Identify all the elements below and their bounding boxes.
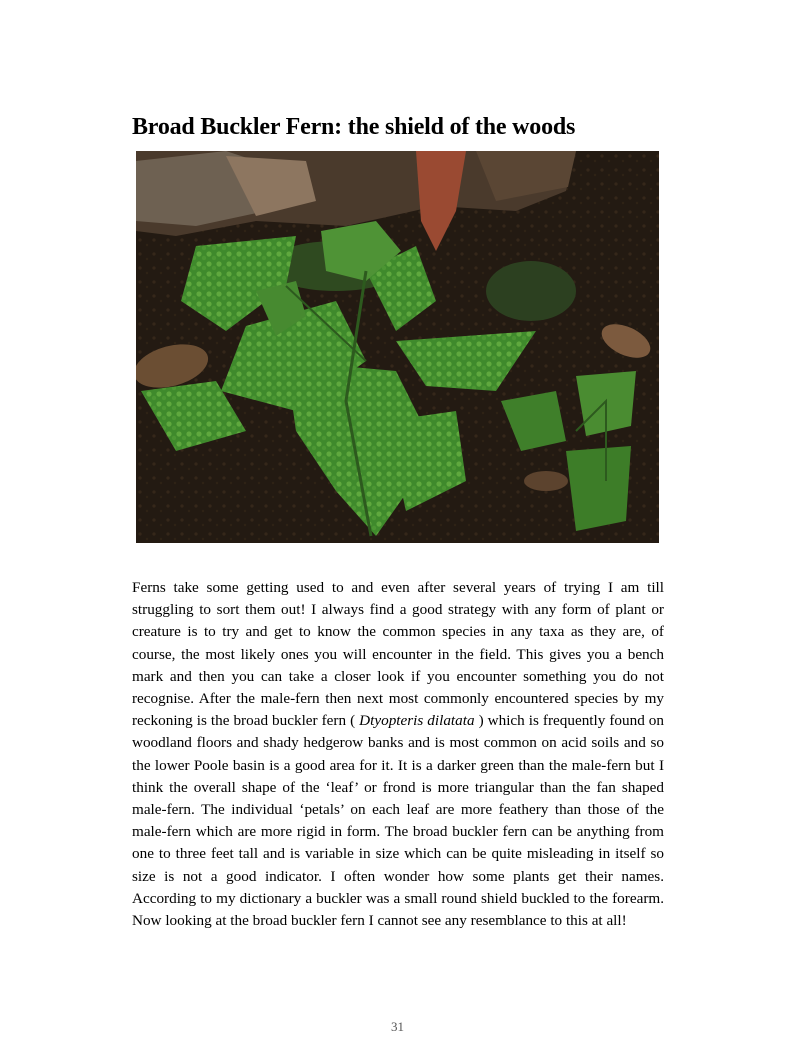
body-text xyxy=(132,577,664,932)
fern-photo xyxy=(136,151,659,543)
page-number: 31 xyxy=(391,1019,404,1034)
body-paragraph xyxy=(132,577,664,932)
species-name: Dtyopteris dilatata xyxy=(359,712,475,730)
body-text-part-1: Ferns take some getting used to and even after several years of trying I am till struggling to sort them out! I always find a good strategy with any form of plant or creature is to try and get to know the common species in any taxa as they are, of course, the most likely ones you will encounter in the field. This gives you a bench mark and then you can take a closer look if you encounter something you do not recognise. After the male-fern then next most commonly encountered species by my reckoning is the broad buckler fern ( xyxy=(132,579,664,730)
body-text-part-2: ) which is frequently found on woodland floors and shady hedgerow banks and is most common on acid soils and so the lower Poole basin is a good area for it. It is a darker green than the male-fern but I think the overall shape of the ‘leaf’ or frond is more triangular than the fan shaped male-fern. The individual ‘petals’ on each leaf are more feathery than those of the male-fern which are more rigid in form. The broad buckler fern can be anything from one to three feet tall and is variable in size which can be quite misleading in itself so size is not a good indicator. I often wonder how some plants get their names. According to my dictionary a buckler was a small round shield buckled to the forearm. Now looking at the broad buckler fern I cannot see any resemblance to this at all! xyxy=(132,712,664,930)
page-title: Broad Buckler Fern: the shield of the woods xyxy=(132,114,576,141)
